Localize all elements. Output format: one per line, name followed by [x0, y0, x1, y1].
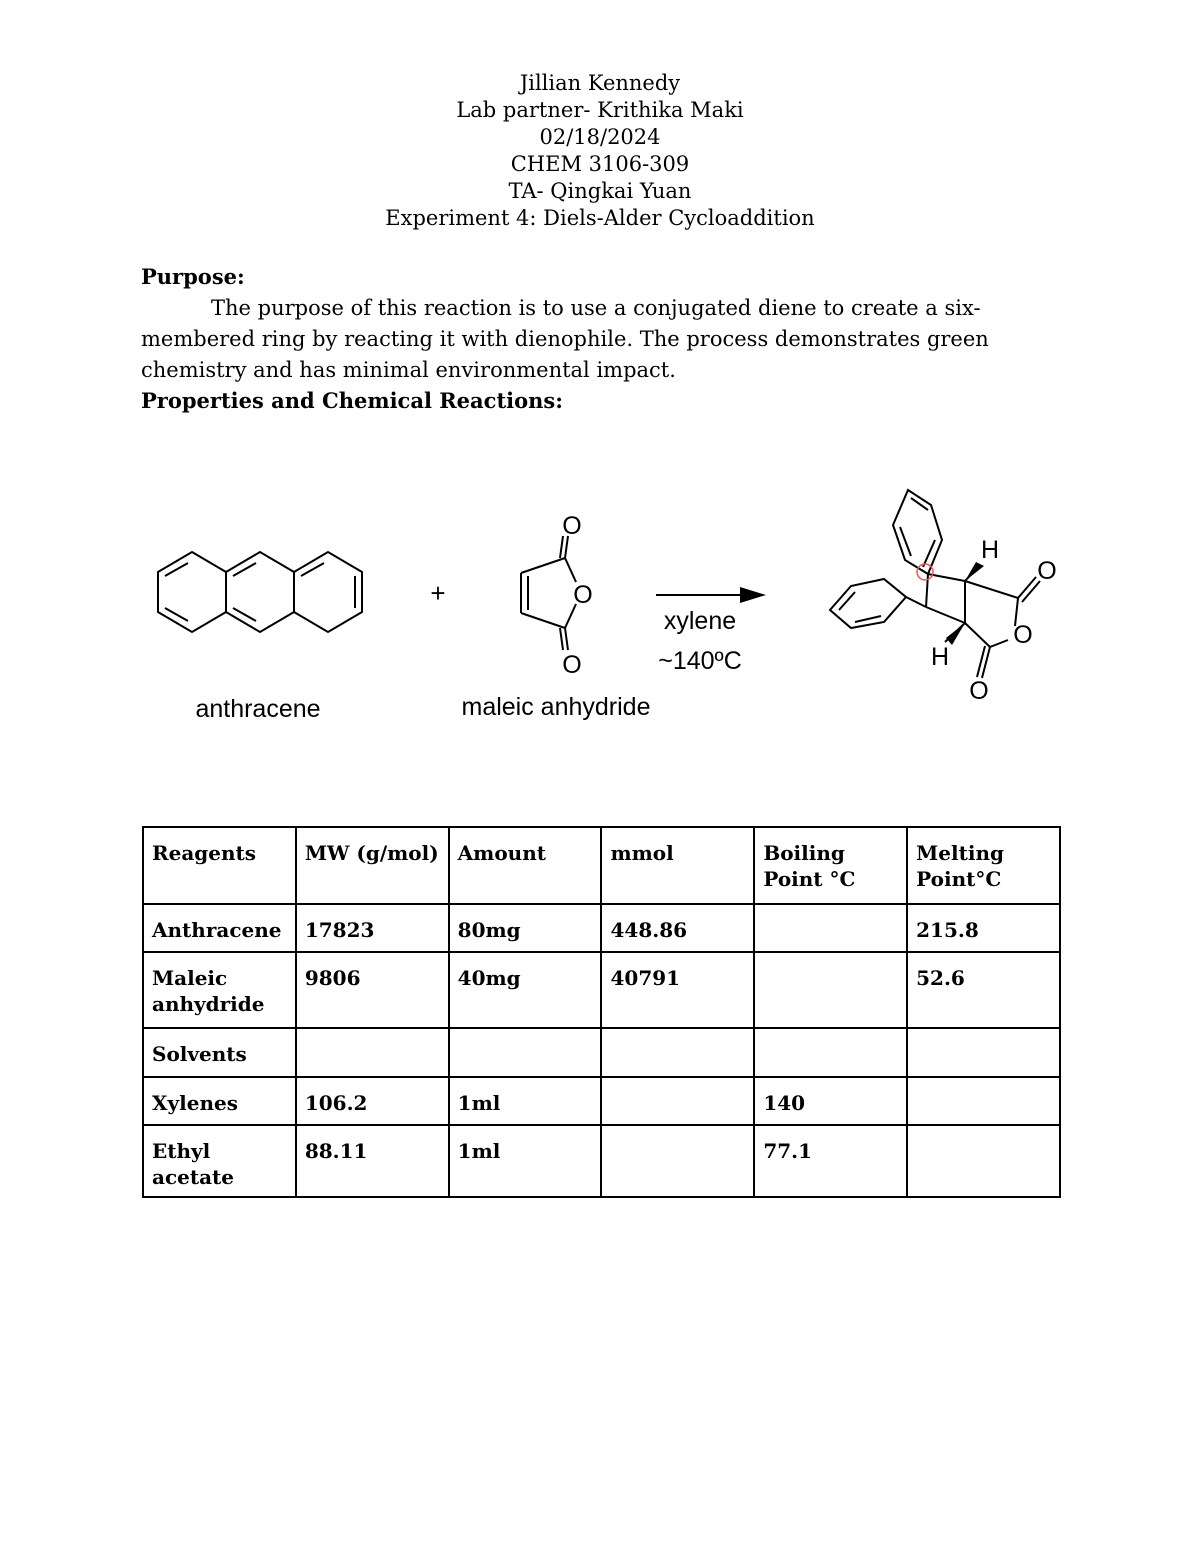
table-cell: [754, 1028, 907, 1077]
document-header: [0, 70, 1200, 232]
table-cell: 1ml: [449, 1125, 602, 1197]
wedge-bond-top: [965, 562, 984, 581]
table-row: [143, 1028, 1060, 1077]
table-row: [143, 952, 1060, 1028]
properties-heading: Properties and Chemical Reactions:: [141, 388, 563, 413]
table-cell: [907, 1028, 1060, 1077]
anthracene-label: anthracene: [195, 695, 321, 723]
table-cell: 140: [754, 1077, 907, 1125]
header-cell: Melting Point°C: [907, 827, 1060, 904]
table-row: [143, 1077, 1060, 1125]
table-cell: [754, 952, 907, 1028]
header-cell: mmol: [601, 827, 754, 904]
product-oxygen-right: O: [1037, 557, 1057, 585]
oxygen-bottom: O: [562, 651, 582, 679]
author-name: Jillian Kennedy: [519, 71, 681, 95]
oxygen-top: O: [562, 512, 582, 540]
table-cell: 17823: [296, 904, 449, 952]
table-cell: 9806: [296, 952, 449, 1028]
table-cell: 88.11: [296, 1125, 449, 1197]
reagents-table: [142, 826, 1061, 1198]
table-cell: 80mg: [449, 904, 602, 952]
temperature-label: ~140ºC: [658, 647, 742, 675]
reaction-scheme: [0, 470, 1200, 740]
table-cell: [601, 1077, 754, 1125]
experiment-title: Experiment 4: Diels-Alder Cycloaddition: [385, 206, 815, 230]
table-row: [143, 1125, 1060, 1197]
table-cell: Ethyl acetate: [143, 1125, 296, 1197]
table-cell: 40mg: [449, 952, 602, 1028]
table-cell: [907, 1125, 1060, 1197]
table-cell: Solvents: [143, 1028, 296, 1077]
table-cell: [449, 1028, 602, 1077]
maleic-anhydride-label: maleic anhydride: [461, 693, 651, 721]
maleic-anhydride-structure: [521, 536, 576, 650]
table-cell: [296, 1028, 449, 1077]
header-cell: Boiling Point °C: [754, 827, 907, 904]
table-cell: Xylenes: [143, 1077, 296, 1125]
purpose-paragraph: The purpose of this reaction is to use a conjugated diene to create a six-membered ring by reacting it with dienophile. The process demonstrates green chemistry and has minimal environmental impact.: [141, 296, 989, 382]
table-cell: Anthracene: [143, 904, 296, 952]
hydrogen-top: H: [980, 536, 1000, 564]
table-cell: Maleic anhydride: [143, 952, 296, 1028]
table-cell: [754, 904, 907, 952]
purpose-heading: Purpose:: [141, 264, 245, 289]
table-cell: 1ml: [449, 1077, 602, 1125]
table-cell: 52.6: [907, 952, 1060, 1028]
course-code: CHEM 3106-309: [510, 152, 690, 176]
product-oxygen-bottom: O: [969, 677, 989, 705]
table-cell: 448.86: [601, 904, 754, 952]
report-date: 02/18/2024: [539, 125, 661, 149]
header-cell: MW (g/mol): [296, 827, 449, 904]
reaction-arrow: [656, 587, 766, 603]
table-row: [143, 904, 1060, 952]
wedge-bond-bottom: [946, 623, 965, 645]
table-cell: 215.8: [907, 904, 1060, 952]
table-cell: 40791: [601, 952, 754, 1028]
table-cell: 106.2: [296, 1077, 449, 1125]
header-cell: Reagents: [143, 827, 296, 904]
header-cell: Amount: [449, 827, 602, 904]
table-cell: [601, 1125, 754, 1197]
table-cell: [601, 1028, 754, 1077]
lab-partner: Lab partner- Krithika Maki: [456, 98, 744, 122]
anthracene-structure: [158, 552, 362, 632]
solvent-label: xylene: [663, 607, 737, 635]
oxygen-ring: O: [573, 581, 593, 609]
product-oxygen-ring: O: [1013, 621, 1033, 649]
table-cell: 77.1: [754, 1125, 907, 1197]
table-header-row: [143, 827, 1060, 904]
teaching-assistant: TA- Qingkai Yuan: [508, 179, 692, 203]
hydrogen-bottom: H: [930, 643, 950, 671]
table-cell: [907, 1077, 1060, 1125]
plus-sign: +: [430, 578, 446, 608]
